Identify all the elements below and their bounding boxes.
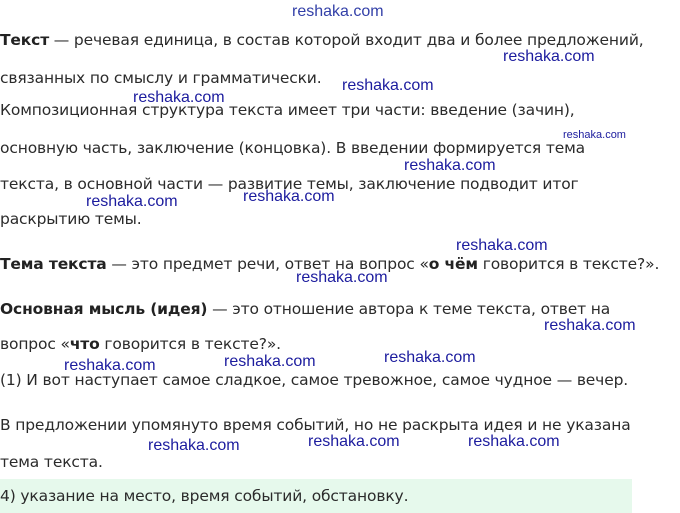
definition-text-line-2: связанных по смыслу и грамматически. [0, 69, 322, 87]
watermark: reshaka.com [384, 349, 476, 366]
watermark: reshaka.com [243, 188, 335, 205]
explanation-line-1: В предложении упомянуто время событий, но не раскрыта идея и не указана [0, 416, 631, 434]
definition-text-line-1 [0, 30, 644, 50]
watermark: reshaka.com [133, 89, 225, 106]
watermark: reshaka.com [544, 317, 636, 334]
watermark: reshaka.com [456, 237, 548, 254]
idea-line2-start: вопрос « [0, 335, 70, 353]
term-text: Текст [0, 31, 50, 49]
theme-question-bold: о чём [428, 255, 478, 273]
structure-line-1: Композиционная структура текста имеет три части: введение (зачин), [0, 101, 575, 119]
answer-highlight [0, 479, 632, 513]
idea-line2-end: говорится в тексте?». [99, 335, 281, 353]
watermark-top: reshaka.com [292, 3, 384, 20]
watermark: reshaka.com [64, 357, 156, 374]
theme-mid: — это предмет речи, ответ на вопрос « [106, 255, 429, 273]
definition-text: — речевая единица, в состав которой входит два и более предложений, [49, 31, 644, 49]
explanation-line-2: тема текста. [0, 453, 103, 471]
example-sentence: (1) И вот наступает самое сладкое, самое тревожное, самое чудное — вечер. [0, 371, 629, 389]
structure-line-3: текста, в основной части — развитие темы, заключение подводит итог [0, 175, 579, 193]
idea-term: Основная мысль (идея) [0, 300, 208, 318]
idea-question-bold: что [69, 335, 100, 353]
idea-definition-line-2 [0, 334, 281, 354]
watermark-small: reshaka.com [563, 129, 626, 141]
watermark: reshaka.com [296, 269, 388, 286]
watermark: reshaka.com [148, 437, 240, 454]
theme-end: говорится в тексте?». [477, 255, 660, 273]
watermark: reshaka.com [308, 433, 400, 450]
watermark: reshaka.com [224, 353, 316, 370]
idea-rest: — это отношение автора к теме текста, ответ на [207, 300, 611, 318]
theme-term: Тема текста [0, 255, 107, 273]
watermark: reshaka.com [86, 193, 178, 210]
answer-text: 4) указание на место, время событий, обстановку. [0, 487, 409, 505]
watermark: reshaka.com [404, 157, 496, 174]
structure-line-2: основную часть, заключение (концовка). В введении формируется тема [0, 139, 585, 157]
structure-line-4: раскрытию темы. [0, 210, 142, 228]
idea-definition-line-1 [0, 299, 610, 319]
watermark: reshaka.com [468, 433, 560, 450]
watermark: reshaka.com [503, 48, 595, 65]
watermark: reshaka.com [342, 77, 434, 94]
